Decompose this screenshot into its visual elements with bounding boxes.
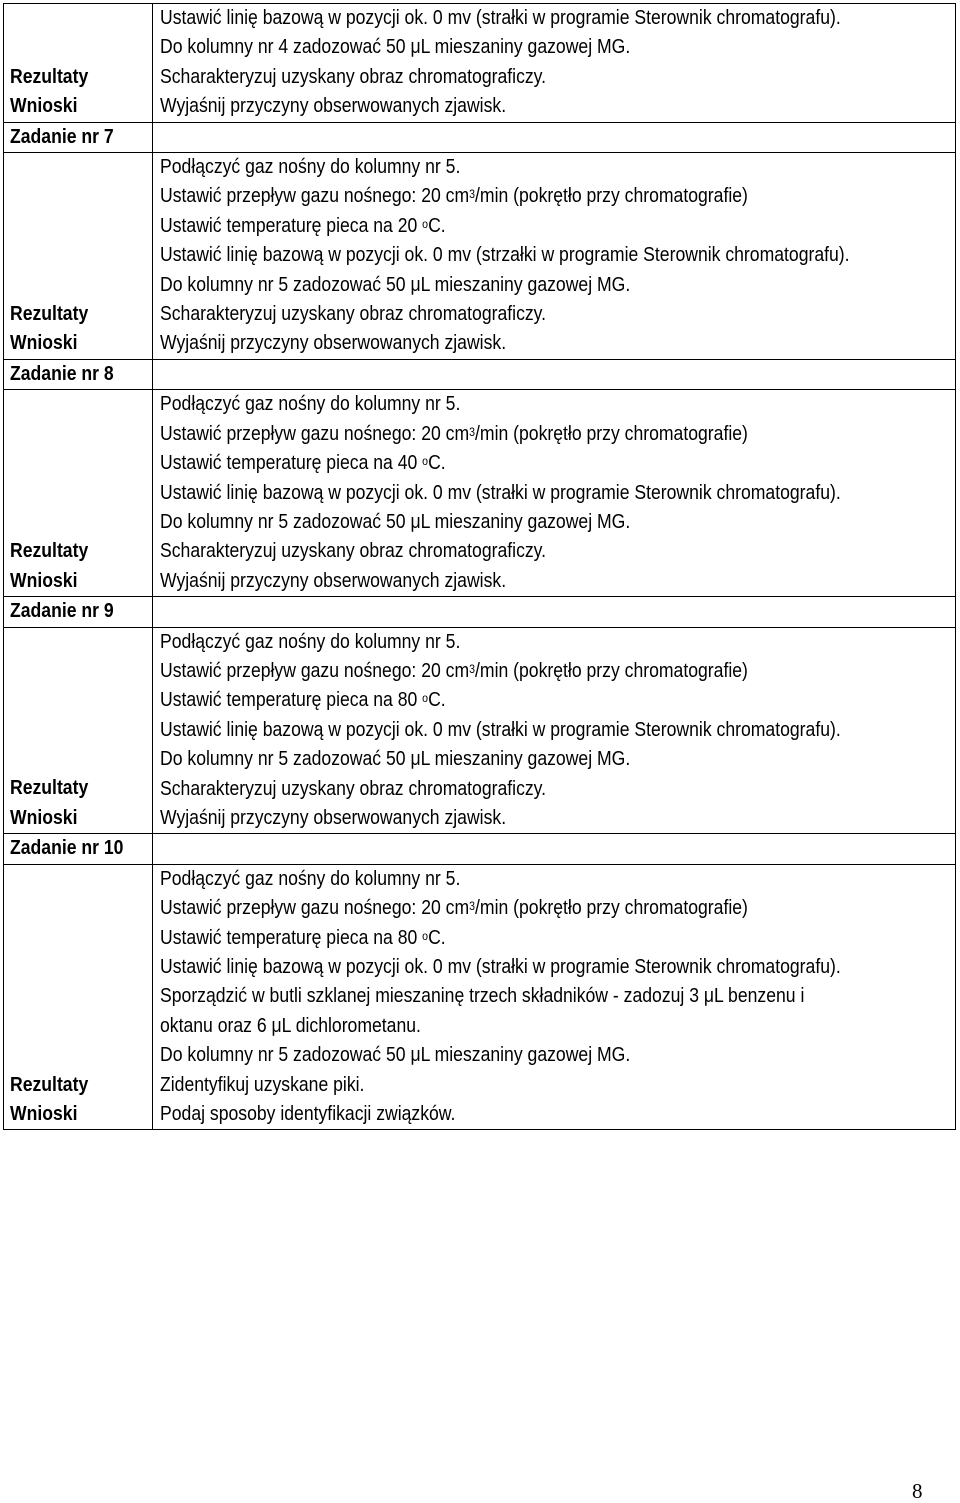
label-spacer (10, 1041, 130, 1070)
page-number: 8 (912, 1479, 923, 1503)
label-spacer (10, 449, 130, 478)
task-heading: Zadanie nr 7 (10, 125, 114, 148)
label-spacer (10, 865, 130, 894)
task-table (3, 3, 956, 1130)
instruction-line: Ustawić temperaturę pieca na 20 $^o$C. (160, 214, 446, 237)
instruction-line: Sporządzić w butli szklanej mieszaninę trzech składników - zadozuj 3 μL benzenu i (160, 985, 805, 1008)
conclusions-label: Wnioski (10, 332, 78, 355)
conclusions-label: Wnioski (10, 95, 78, 118)
instruction-line: Ustawić linię bazową w pozycji ok. 0 mv (strzałki w programie Sterownik chromatografu). (160, 244, 850, 267)
instruction-line: Podłączyć gaz nośny do kolumny nr 5. (160, 156, 461, 179)
instruction-line: Podłączyć gaz nośny do kolumny nr 5. (160, 393, 461, 416)
instruction-line: Ustawić temperaturę pieca na 80 $^o$C. (160, 689, 446, 712)
task-instructions-cell (153, 864, 956, 1130)
task-heading-row (4, 834, 956, 864)
instruction-line: Do kolumny nr 5 zadozować 50 μL mieszaniny gazowej MG. (160, 510, 631, 533)
instruction-line: Do kolumny nr 4 zadozować 50 μL mieszaniny gazowej MG. (160, 36, 631, 59)
task-heading-spacer (153, 597, 956, 627)
task-instructions-cell (153, 153, 956, 360)
instruction-line: Ustawić przepływ gazu nośnego: 20 $cm^3/\min$ (pokrętło przy chromatografie) (160, 897, 748, 920)
results-label: Rezultaty (10, 302, 89, 325)
instruction-line: Scharakteryzuj uzyskany obraz chromatograficzy. (160, 540, 547, 563)
instruction-line: Ustawić linię bazową w pozycji ok. 0 mv (strałki w programie Sterownik chromatografu). (160, 956, 841, 978)
instruction-line: Do kolumny nr 5 zadozować 50 μL mieszaniny gazowej MG. (160, 748, 631, 771)
task-heading: Zadanie nr 8 (10, 362, 114, 385)
instruction-line: Ustawić przepływ gazu nośnego: 20 $cm^3/\min$ (pokrętło przy chromatografie) (160, 185, 748, 208)
label-spacer (10, 508, 130, 537)
task-instructions-cell (153, 627, 956, 834)
results-label: Rezultaty (10, 540, 89, 563)
label-spacer (10, 628, 130, 657)
instruction-line: Ustawić przepływ gazu nośnego: 20 $cm^3/\min$ (pokrętło przy chromatografie) (160, 422, 748, 445)
instruction-line: Ustawić linię bazową w pozycji ok. 0 mv (strałki w programie Sterownik chromatografu). (160, 718, 841, 741)
task-heading-spacer (153, 122, 956, 152)
task-body-row (4, 153, 956, 360)
label-spacer (10, 686, 130, 715)
task-heading: Zadanie nr 9 (10, 600, 114, 623)
task-instructions-cell (153, 4, 956, 123)
task-heading: Zadanie nr 10 (10, 837, 124, 860)
label-spacer (10, 924, 130, 953)
task-body-row (4, 390, 956, 597)
label-spacer (10, 212, 130, 241)
instruction-line: Do kolumny nr 5 zadozować 50 μL mieszaniny gazowej MG. (160, 273, 631, 296)
results-label: Rezultaty (10, 1073, 89, 1096)
task-heading-cell (4, 122, 153, 152)
results-label: Rezultaty (10, 65, 89, 88)
task-label-cell (4, 864, 153, 1130)
task-heading-cell (4, 359, 153, 389)
task-body-row (4, 864, 956, 1130)
task-heading-spacer (153, 359, 956, 389)
label-spacer (10, 271, 130, 300)
instruction-line: Wyjaśnij przyczyny obserwowanych zjawisk. (160, 806, 507, 829)
instruction-line: Podłączyć gaz nośny do kolumny nr 5. (160, 630, 461, 653)
label-spacer (10, 716, 130, 745)
label-spacer (10, 33, 130, 62)
conclusions-label: Wnioski (10, 569, 78, 592)
task-heading-cell (4, 597, 153, 627)
label-spacer (10, 390, 130, 419)
task-heading-spacer (153, 834, 956, 864)
instruction-line: oktanu oraz 6 μL dichlorometanu. (160, 1014, 421, 1037)
label-spacer (10, 657, 130, 686)
label-spacer (10, 241, 130, 270)
instruction-line: Ustawić przepływ gazu nośnego: 20 $cm^3/\min$ (pokrętło przy chromatografie) (160, 659, 748, 682)
task-heading-row (4, 597, 956, 627)
task-body-row (4, 4, 956, 123)
task-body-row (4, 627, 956, 834)
instruction-line: Scharakteryzuj uzyskany obraz chromatograficzy. (160, 777, 547, 800)
instruction-line: Ustawić temperaturę pieca na 80 $^o$C. (160, 926, 446, 949)
task-label-cell (4, 4, 153, 123)
task-label-cell (4, 153, 153, 360)
label-spacer (10, 182, 130, 211)
label-spacer (10, 745, 130, 774)
instruction-line: Scharakteryzuj uzyskany obraz chromatograficzy. (160, 65, 547, 88)
task-instructions-cell (153, 390, 956, 597)
label-spacer (10, 153, 130, 182)
instruction-line: Zidentyfikuj uzyskane piki. (160, 1073, 365, 1096)
task-heading-cell (4, 834, 153, 864)
label-spacer (10, 420, 130, 449)
results-label: Rezultaty (10, 777, 89, 800)
conclusions-label: Wnioski (10, 1102, 78, 1125)
instruction-line: Podaj sposoby identyfikacji związków. (160, 1103, 456, 1126)
instruction-line: Ustawić linię bazową w pozycji ok. 0 mv (strałki w programie Sterownik chromatografu). (160, 481, 841, 504)
instruction-line: Podłączyć gaz nośny do kolumny nr 5. (160, 867, 461, 890)
instruction-line: Do kolumny nr 5 zadozować 50 μL mieszaniny gazowej MG. (160, 1044, 631, 1067)
instruction-line: Wyjaśnij przyczyny obserwowanych zjawisk. (160, 332, 507, 355)
instruction-line: Ustawić linię bazową w pozycji ok. 0 mv (strałki w programie Sterownik chromatografu). (160, 7, 841, 29)
instruction-line: Scharakteryzuj uzyskany obraz chromatograficzy. (160, 303, 547, 326)
task-heading-row (4, 122, 956, 152)
label-spacer (10, 894, 130, 923)
label-spacer (10, 953, 130, 982)
conclusions-label: Wnioski (10, 806, 78, 829)
label-spacer (10, 4, 130, 33)
label-spacer (10, 1012, 130, 1041)
task-label-cell (4, 627, 153, 834)
task-heading-row (4, 359, 956, 389)
instruction-line: Wyjaśnij przyczyny obserwowanych zjawisk. (160, 569, 507, 592)
task-label-cell (4, 390, 153, 597)
instruction-line: Ustawić temperaturę pieca na 40 $^o$C. (160, 452, 446, 475)
instruction-line: Wyjaśnij przyczyny obserwowanych zjawisk. (160, 95, 507, 118)
label-spacer (10, 478, 130, 507)
label-spacer (10, 982, 130, 1011)
